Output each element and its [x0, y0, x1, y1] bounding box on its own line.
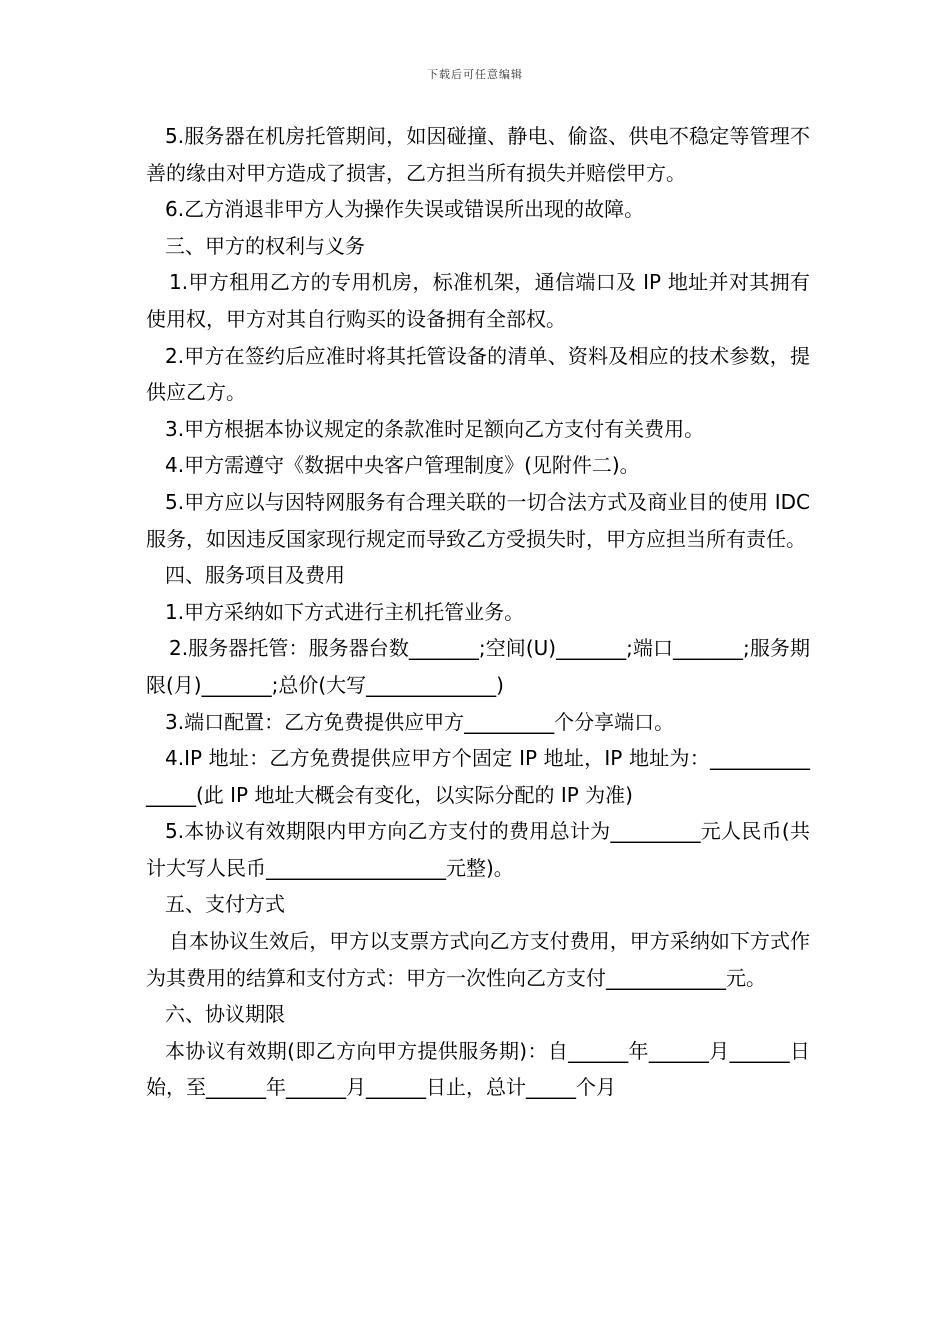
clause-4-management-rules: 4.甲方需遵守《数据中央客户管理制度》(见附件二)。	[165, 453, 640, 478]
clause-3-port-config: 3.端口配置：乙方免费提供应甲方_________个分享端口。	[165, 709, 675, 734]
clause-1-hosting-mode: 1.甲方采纳如下方式进行主机托管业务。	[165, 599, 525, 624]
page-header-note: 下载后可任意编辑	[427, 68, 523, 81]
clause-2-server-hosting: 2.服务器托管：服务器台数_______;空间(U)_______;端口_______;服务期限(月)_______;总价(大写_____________)	[146, 636, 810, 697]
payment-method-text: 自本协议生效后，甲方以支票方式向乙方支付费用，甲方采纳如下方式作为其费用的结算和支付方式：甲方一次性向乙方支付____________元。	[146, 929, 810, 990]
clause-5-lawful-use: 5.甲方应以与因特网服务有合理关联的一切合法方式及商业目的使用 IDC 服务，如因违反国家现行规定而导致乙方受损失时，甲方应担当所有责任。	[146, 489, 817, 551]
clause-6-fault-removal: 6.乙方消退非甲方人为操作失误或错误所出现的故障。	[165, 197, 645, 222]
clause-2-equipment-list: 2.甲方在签约后应准时将其托管设备的清单、资料及相应的技术参数，提供应乙方。	[146, 343, 810, 405]
term-text: 本协议有效期(即乙方向甲方提供服务期)：自______年______月______日始，至______年______月______日止，总计_____个月	[146, 1038, 810, 1100]
clause-1-rental-rights: 1.甲方租用乙方的专用机房，标准机架，通信端口及 IP 地址并对其拥有使用权，甲方对其自行购买的设备拥有全部权。	[146, 270, 810, 331]
section-heading-term: 六、协议期限	[165, 1002, 285, 1027]
clause-3-payment: 3.甲方根据本协议规定的条款准时足额向乙方支付有关费用。	[165, 416, 705, 441]
document-body	[146, 118, 817, 1106]
section-heading-services-fees: 四、服务项目及费用	[165, 563, 345, 588]
section-heading-party-a-rights: 三、甲方的权利与义务	[165, 233, 365, 258]
clause-5-server-damage: 5.服务器在机房托管期间，如因碰撞、静电、偷盗、供电不稳定等管理不善的缘由对甲方造成了损害，乙方担当所有损失并赔偿甲方。	[146, 124, 810, 185]
clause-4-ip-address: 4.IP 地址：乙方免费提供应甲方个固定 IP 地址，IP 地址为：_______________(此 IP 地址大概会有变化，以实际分配的 IP 为准)	[146, 746, 810, 807]
clause-5-total-fee: 5.本协议有效期限内甲方向乙方支付的费用总计为_________元人民币(共计大写人民币__________________元整)。	[146, 819, 810, 880]
section-heading-payment-method: 五、支付方式	[165, 892, 285, 917]
